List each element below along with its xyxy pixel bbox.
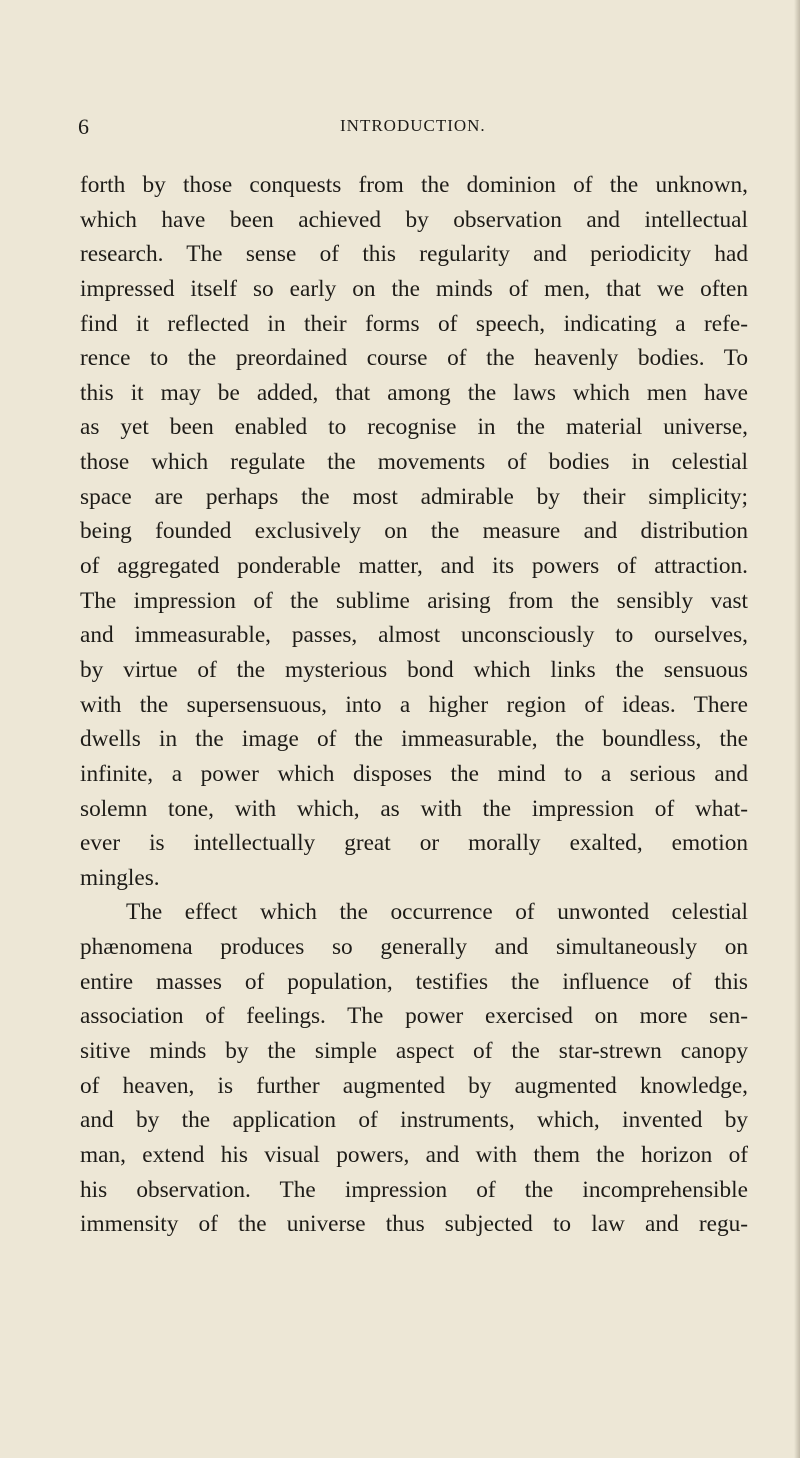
page-edge-shadow [794, 0, 800, 1458]
text-line: as yet been enabled to recognise in the material universe, [80, 414, 748, 441]
text-line: ever is intellectually great or morally exalted, emotion [80, 830, 748, 857]
text-line: being founded exclusively on the measure and distribution [80, 518, 748, 545]
text-line: those which regulate the movements of bodies in celestial [80, 449, 748, 476]
text-line: by virtue of the mysterious bond which links the sensuous [80, 656, 748, 683]
text-line: immensity of the universe thus subjected to law and regu- [80, 1211, 748, 1238]
text-line: and immeasurable, passes, almost unconsciously to ourselves, [80, 622, 748, 649]
text-line: association of feelings. The power exercised on more sen- [80, 1003, 748, 1030]
text-line: find it reflected in their forms of speech, indicating a refe- [80, 310, 748, 337]
text-line: with the supersensuous, into a higher region of ideas. There [80, 691, 748, 718]
text-line: which have been achieved by observation and intellectual [80, 206, 748, 233]
text-line: infinite, a power which disposes the mind to a serious and [80, 760, 748, 787]
text-line: of aggregated ponderable matter, and its powers of attraction. [80, 553, 748, 580]
page-header [78, 114, 748, 144]
text-line: solemn tone, with which, as with the impression of what- [80, 795, 748, 822]
text-line: forth by those conquests from the dominion of the unknown, [80, 172, 748, 198]
text-line: this it may be added, that among the laws which men have [80, 379, 748, 406]
text-line: entire masses of population, testifies the influence of this [80, 968, 748, 995]
text-line: space are perhaps the most admirable by their simplicity; [80, 483, 748, 510]
text-line: phænomena produces so generally and simultaneously on [80, 934, 748, 961]
running-head: INTRODUCTION. [340, 116, 486, 135]
text-line: impressed itself so early on the minds of men, that we often [80, 275, 748, 302]
text-line: rence to the preordained course of the heavenly bodies. To [80, 345, 748, 372]
text-line: The impression of the sublime arising from the sensibly vast [80, 587, 748, 614]
body-text [80, 168, 748, 1242]
text-line: his observation. The impression of the incomprehensible [80, 1176, 748, 1203]
text-line: and by the application of instruments, which, invented by [80, 1107, 748, 1134]
text-line: dwells in the image of the immeasurable, the boundless, the [80, 726, 748, 753]
text-line: The effect which the occurrence of unwonted celestial [126, 899, 748, 926]
text-line: mingles. [80, 864, 160, 891]
text-line: research. The sense of this regularity and periodicity had [80, 241, 748, 268]
text-line: sitive minds by the simple aspect of the star-strewn canopy [80, 1038, 748, 1065]
text-line: man, extend his visual powers, and with them the horizon of [80, 1141, 748, 1168]
text-line: of heaven, is further augmented by augmented knowledge, [80, 1072, 748, 1099]
page-number: 6 [78, 114, 89, 139]
